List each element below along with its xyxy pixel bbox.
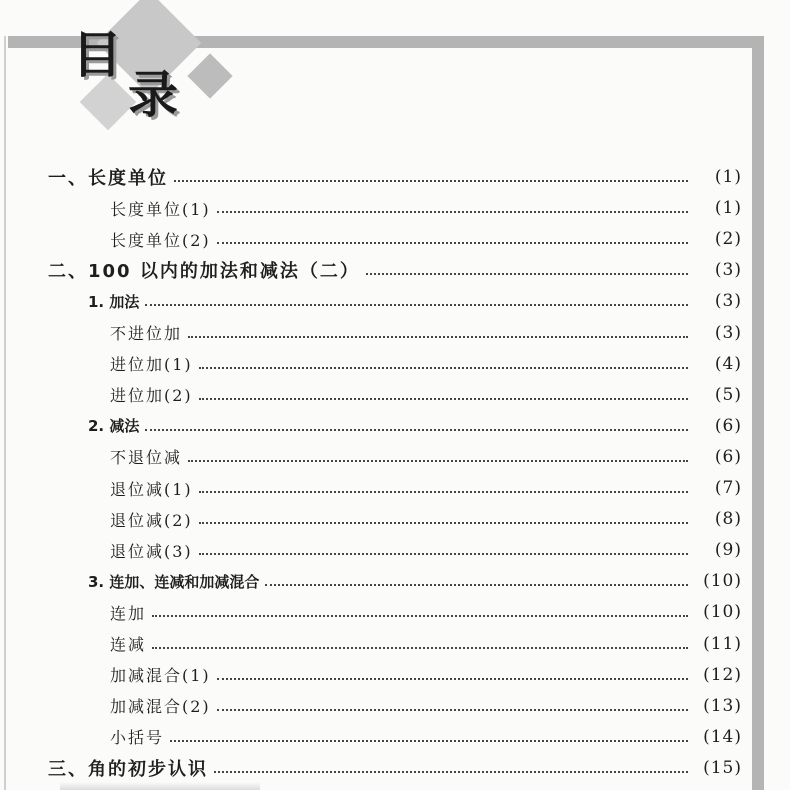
toc-entry-title: 退位减(1) (110, 479, 193, 499)
toc-entry-title: 2. 减法 (88, 417, 140, 436)
toc-entry-page-number: (12) (703, 664, 742, 685)
toc-entry[interactable] (0, 566, 742, 596)
toc-entry-page-number: (11) (703, 633, 742, 654)
dot-leader (199, 367, 688, 369)
toc-entry[interactable] (0, 411, 742, 441)
toc-entry[interactable] (0, 162, 742, 192)
toc-entry[interactable] (0, 318, 742, 348)
toc-entry-page-number: (5) (714, 384, 742, 405)
toc-entry-title: 长度单位(2) (110, 230, 211, 250)
toc-entry-title: 加减混合(2) (110, 697, 211, 717)
dot-leader (188, 336, 688, 338)
dot-leader (366, 273, 688, 275)
toc-entry-page-number: (3) (714, 291, 742, 312)
toc-entry-title: 连加 (110, 603, 147, 623)
toc-entry-page-number: (2) (714, 229, 742, 250)
toc-entry-title: 3. 连加、连减和加减混合 (88, 572, 260, 591)
toc-entry-title: 不进位加 (110, 324, 183, 343)
toc-entry[interactable] (0, 380, 742, 410)
dot-leader (152, 615, 688, 617)
dot-leader (217, 211, 688, 213)
toc-entry-page-number: (6) (714, 415, 742, 436)
toc-entry[interactable] (0, 224, 742, 254)
dot-leader (170, 740, 688, 742)
toc-entry-title: 长度单位(1) (110, 199, 211, 219)
dot-leader (217, 242, 688, 244)
toc-entry-page-number: (1) (714, 167, 742, 187)
toc-entry-title: 加减混合(1) (110, 666, 211, 686)
toc-entry-title: 二、100 以内的加法和减法（二） (48, 261, 360, 283)
toc-entry-page-number: (13) (703, 695, 742, 716)
page-title-char-1: 目 (72, 26, 122, 84)
toc-entry[interactable] (0, 349, 742, 379)
toc-entry-page-number: (3) (714, 260, 742, 281)
toc-entry[interactable] (0, 442, 742, 472)
toc-entry[interactable] (0, 504, 742, 534)
dot-leader (188, 460, 688, 462)
toc-entry-page-number: (9) (714, 540, 742, 561)
toc-entry[interactable] (0, 660, 742, 690)
toc-entry-page-number: (4) (714, 353, 742, 374)
toc-entry-page-number: (10) (703, 602, 742, 623)
dot-leader (199, 491, 688, 493)
toc-entry-page-number: (15) (703, 757, 742, 778)
toc-entry-page-number: (10) (703, 571, 742, 592)
toc-entry[interactable] (0, 722, 742, 752)
dot-leader (265, 584, 688, 586)
toc-entry[interactable] (0, 255, 742, 285)
toc-entry-page-number: (8) (714, 509, 742, 530)
toc-entry-title: 三、角的初步认识 (48, 758, 208, 780)
toc-entry[interactable] (0, 193, 742, 223)
toc-entry-title: 退位减(3) (110, 541, 193, 561)
cut-off-next-line (60, 782, 260, 790)
dot-leader (217, 709, 688, 711)
toc-entry-title: 不退位减 (110, 448, 183, 468)
toc-entry-title: 进位加(2) (110, 386, 193, 406)
toc-entry-title: 进位加(1) (110, 355, 193, 375)
dot-leader (145, 429, 688, 431)
toc-entry[interactable] (0, 535, 742, 565)
dot-leader (217, 678, 688, 680)
dot-leader (145, 304, 688, 306)
dot-leader (214, 771, 688, 773)
dot-leader (174, 180, 688, 182)
dot-leader (199, 553, 688, 555)
toc-entry[interactable] (0, 597, 742, 627)
toc-entry-title: 退位减(2) (110, 510, 193, 530)
dot-leader (199, 522, 688, 524)
page-title-char-2: 录 (128, 66, 178, 124)
toc-entry-page-number: (7) (714, 478, 742, 498)
dot-leader (152, 647, 688, 649)
toc-entry-title: 1. 加法 (88, 292, 140, 311)
toc-entry[interactable] (0, 629, 742, 659)
toc-entry-page-number: (6) (714, 446, 742, 467)
toc-entry[interactable] (0, 753, 742, 783)
toc-entry-title: 一、长度单位 (48, 168, 168, 189)
dot-leader (199, 398, 688, 400)
toc-entry-title: 连减 (110, 635, 147, 654)
toc-entry[interactable] (0, 286, 742, 316)
toc-entry[interactable] (0, 473, 742, 503)
toc-entry-page-number: (3) (714, 322, 742, 343)
toc-entry-title: 小括号 (110, 728, 165, 748)
toc-entry-page-number: (1) (714, 198, 742, 219)
toc-entry[interactable] (0, 691, 742, 721)
toc-entry-page-number: (14) (703, 726, 742, 747)
